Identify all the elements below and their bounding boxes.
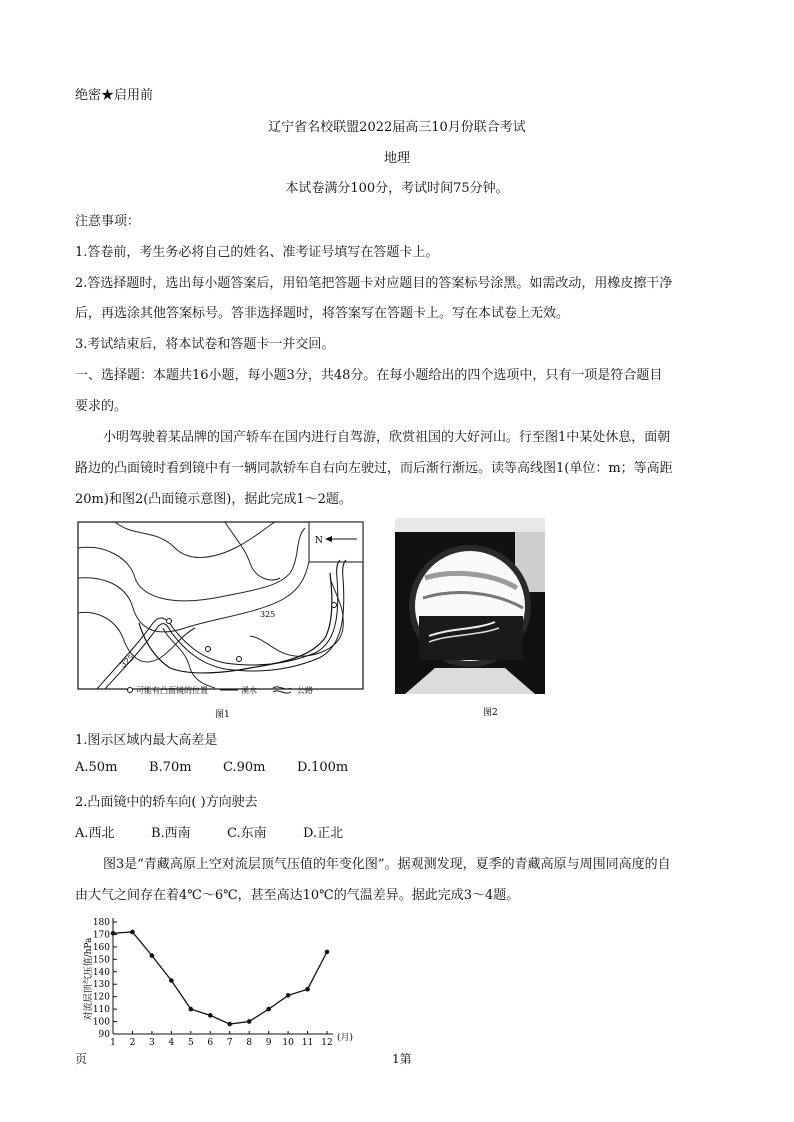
chart-y-tick-label: 150 [92, 955, 110, 966]
chart-data-point [169, 978, 174, 983]
note-item-1: 1.答卷前，考生务必将自己的姓名、准考证号填写在答题卡上。 [75, 245, 439, 260]
chart-x-tick-label: 10 [282, 1038, 294, 1048]
figure-2-convex-mirror-photo [395, 518, 545, 723]
q1-option-a[interactable]: A.50m [75, 760, 118, 775]
confidential-mark: 绝密★启用前 [75, 88, 154, 103]
footer-page-number: 1第 [392, 1052, 412, 1066]
legend-river-label: 溪水 [241, 686, 257, 695]
svg-text:N: N [315, 536, 323, 546]
question-1-options [75, 760, 348, 775]
question-2-options [75, 822, 343, 841]
question-1-stem: 1.图示区域内最大高差是 [75, 733, 218, 748]
section-1-line-1: 一、选择题：本题共16小题，每小题3分，共48分。在每小题给出的四个选项中，只有一项是符合题目 [75, 368, 663, 383]
chart-data-point [130, 930, 135, 935]
chart-series-line [113, 932, 327, 1024]
legend-mirror-label: 可能有凸面镜的位置 [136, 686, 208, 695]
figure-1-caption: 图1 [215, 710, 230, 720]
legend-road-label: 公路 [297, 686, 313, 695]
north-arrow [309, 522, 363, 562]
exam-title: 辽宁省名校联盟2022届高三10月份联合考试 [268, 120, 526, 135]
chart-data-point [266, 1007, 271, 1012]
chart-x-tick-label: 5 [187, 1038, 194, 1048]
chart-y-axis-label: 对流层顶气压值/hPa [84, 937, 94, 1021]
passage-1-line-2: 路边的凸面镜时看到镜中有一辆同款轿车自右向左驶过，而后渐行渐远。读等高线图1(单位：m；等高距 [75, 461, 673, 476]
q1-option-d[interactable]: D.100m [297, 760, 349, 775]
chart-data-point [150, 953, 155, 958]
q1-option-c[interactable]: C.90m [223, 760, 266, 775]
figure-1-contour-map [75, 518, 367, 724]
chart-y-tick-label: 160 [92, 942, 110, 953]
footer-left: 页 [75, 1052, 88, 1066]
chart-x-axis-label: (月) [337, 1033, 354, 1043]
chart-x-tick-label: 9 [265, 1038, 272, 1048]
note-item-2-line-2: 后，再选涂其他答案标号。答非选择题时，将答案写在答题卡上。写在本试卷上无效。 [75, 306, 570, 321]
q2-option-c[interactable]: C.东南 [227, 826, 267, 841]
chart-data-point [247, 1019, 252, 1024]
note-item-3: 3.考试结束后，将本试卷和答题卡一并交回。 [75, 337, 335, 352]
chart-data-point [208, 1013, 213, 1018]
chart-data-point [325, 950, 330, 955]
note-item-2-line-1: 2.答选择题时，选出每小题答案后，用铅笔把答题卡对应题目的答案标号涂黑。如需改动，用橡皮擦干净 [75, 276, 673, 291]
passage-1-line-3: 20m)和图2(凸面镜示意图)，据此完成1～2题。 [75, 492, 352, 507]
chart-y-tick-label: 140 [92, 967, 110, 978]
chart-x-tick-label: 7 [226, 1038, 233, 1048]
question-2-stem: 2.凸面镜中的轿车向( )方向驶去 [75, 795, 258, 810]
chart-x-tick-label: 3 [149, 1038, 155, 1048]
subject-title: 地理 [383, 151, 410, 166]
chart-y-tick-label: 100 [92, 1017, 110, 1028]
q1-option-b[interactable]: B.70m [149, 760, 192, 775]
chart-x-tick-label: 12 [321, 1038, 333, 1048]
chart-data-point [227, 1022, 232, 1027]
notes-heading: 注意事项： [75, 214, 141, 229]
chart-x-tick-label: 1 [110, 1038, 116, 1048]
exam-info: 本试卷满分100分，考试时间75分钟。 [285, 181, 509, 196]
q2-option-d[interactable]: D.正北 [303, 826, 344, 841]
chart-data-point [189, 1007, 194, 1012]
contour-label-325-a: 325 [260, 610, 276, 619]
passage-1-line-1: 小明驾驶着某品牌的国产轿车在国内进行自驾游，欣赏祖国的大好河山。行至图1中某处休息，面朝 [103, 430, 671, 445]
chart-data-point [305, 987, 310, 992]
chart-x-tick-label: 11 [301, 1038, 314, 1048]
chart-y-tick-label: 120 [92, 992, 110, 1003]
chart-y-tick-label: 110 [92, 1005, 110, 1016]
chart-y-tick-label: 170 [92, 930, 110, 941]
chart-y-tick-label: 130 [92, 980, 110, 991]
chart-x-tick-label: 4 [168, 1038, 175, 1048]
figure-2-caption: 图2 [483, 708, 498, 718]
chart-x-tick-label: 6 [207, 1038, 214, 1048]
contour-label-325-b: 325 [118, 652, 136, 670]
chart-x-tick-label: 2 [129, 1038, 136, 1048]
chart-x-tick-label: 8 [246, 1038, 253, 1048]
passage-2-line-1: 图3是“青藏高原上空对流层顶气压值的年变化图”。据观测发现，夏季的青藏高原与周围同高度的自 [103, 857, 671, 872]
figure-3-pressure-chart [75, 912, 365, 1048]
passage-2-line-2: 由大气之间存在着4℃～6℃，甚至高达10℃的气温差异。据此完成3～4题。 [75, 888, 520, 903]
chart-y-tick-label: 90 [98, 1030, 110, 1040]
chart-data-point [111, 931, 116, 936]
chart-y-tick-label: 180 [92, 918, 110, 928]
section-1-line-2: 要求的。 [75, 399, 128, 414]
chart-data-point [286, 993, 291, 998]
q2-option-a[interactable]: A.西北 [75, 826, 115, 841]
q2-option-b[interactable]: B.西南 [151, 826, 191, 841]
